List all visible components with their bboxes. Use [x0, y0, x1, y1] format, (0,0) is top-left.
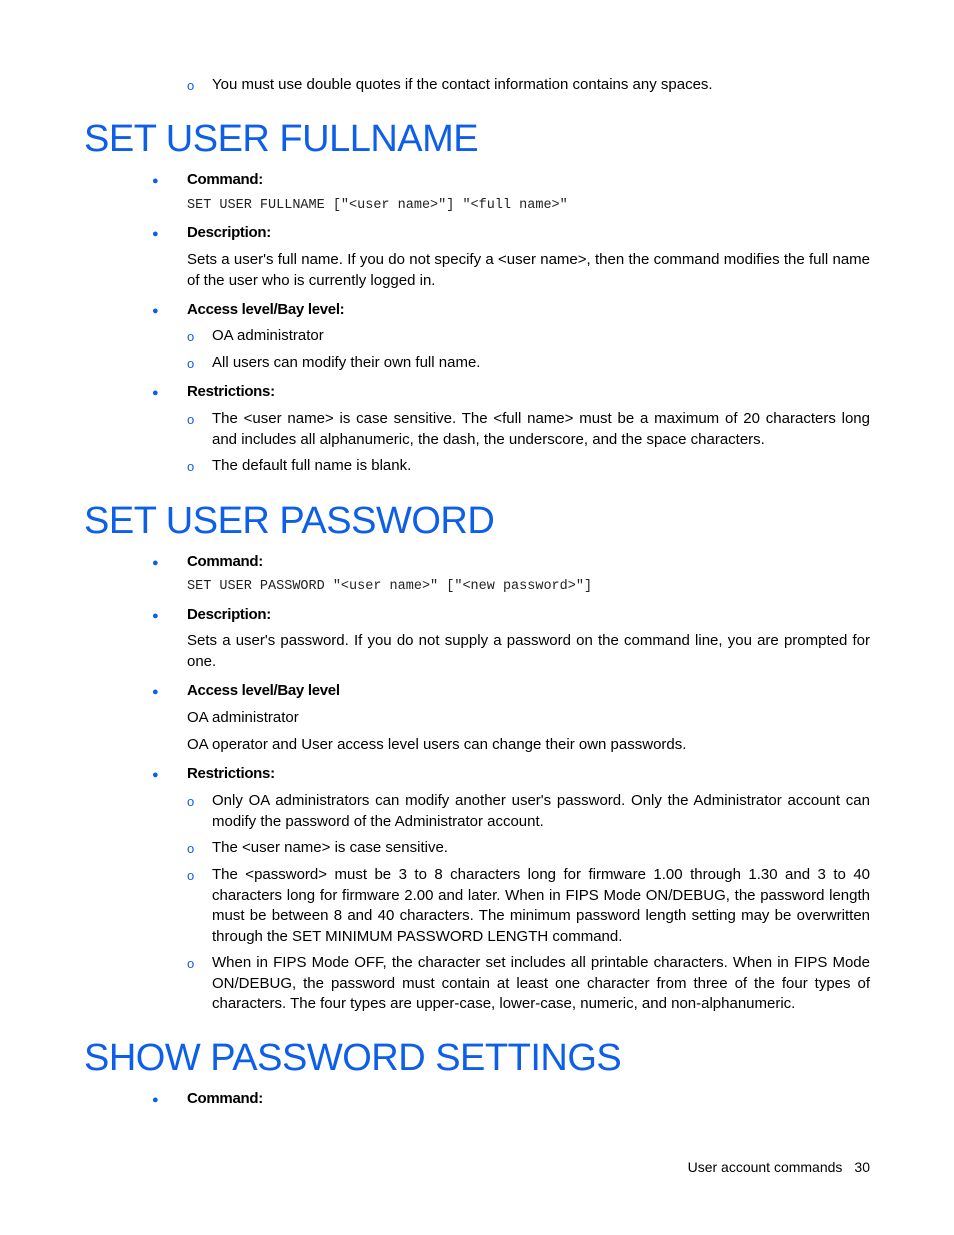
command-label: Command:	[187, 553, 263, 570]
bullet-icon: ●	[152, 610, 159, 622]
bullet-icon: ●	[152, 175, 159, 187]
sub-bullet-icon: o	[187, 841, 195, 856]
access-label: Access level/Bay level:	[187, 301, 345, 318]
bullet-icon: ●	[152, 686, 159, 698]
sub-bullet-icon: o	[187, 412, 195, 427]
access-paragraph: OA operator and User access level users can change their own passwords.	[187, 736, 687, 753]
sub-bullet-icon: o	[187, 78, 195, 93]
restriction-item: When in FIPS Mode OFF, the character set includes all printable characters. When in FIPS Mode ON/DEBUG, the password must contain at least one character from three of the four types of characters. The four types are upper-case, lower-case, numeric, and non-alphanumeric.	[212, 954, 870, 1012]
access-item: OA administrator	[212, 327, 324, 344]
bullet-icon: ●	[152, 1094, 159, 1106]
sub-bullet-icon: o	[187, 794, 195, 809]
restriction-item: The <user name> is case sensitive. The <full name> must be a maximum of 20 characters long and includes all alphanumeric, the dash, the underscore, and the space characters.	[212, 410, 870, 448]
description-label: Description:	[187, 606, 271, 623]
sub-bullet-icon: o	[187, 868, 195, 883]
command-syntax: SET USER FULLNAME ["<user name>"] "<full name>"	[187, 198, 568, 213]
sub-bullet-icon: o	[187, 356, 195, 371]
restriction-item: The <user name> is case sensitive.	[212, 839, 448, 856]
access-label: Access level/Bay level	[187, 682, 340, 699]
restrictions-label: Restrictions:	[187, 765, 275, 782]
restriction-item: Only OA administrators can modify another user's password. Only the Administrator account can modify the password of the Administrator account.	[212, 792, 870, 830]
heading-set-user-fullname: SET USER FULLNAME	[84, 118, 479, 160]
sub-bullet-icon: o	[187, 956, 195, 971]
intro-text: You must use double quotes if the contact information contains any spaces.	[212, 76, 713, 93]
description-text: Sets a user's password. If you do not supply a password on the command line, you are prompted for one.	[187, 632, 870, 670]
description-text: Sets a user's full name. If you do not specify a <user name>, then the command modifies the full name of the user who is currently logged in.	[187, 251, 870, 289]
footer-section-name: User account commands	[687, 1159, 843, 1175]
sub-bullet-icon: o	[187, 459, 195, 474]
bullet-icon: ●	[152, 228, 159, 240]
command-syntax: SET USER PASSWORD "<user name>" ["<new password>"]	[187, 579, 593, 594]
page-number: 30	[854, 1159, 870, 1175]
access-item: All users can modify their own full name.	[212, 354, 481, 371]
bullet-icon: ●	[152, 769, 159, 781]
restriction-item: The default full name is blank.	[212, 457, 412, 474]
bullet-icon: ●	[152, 557, 159, 569]
command-label: Command:	[187, 171, 263, 188]
description-label: Description:	[187, 224, 271, 241]
command-label: Command:	[187, 1090, 263, 1107]
sub-bullet-icon: o	[187, 329, 195, 344]
bullet-icon: ●	[152, 305, 159, 317]
page-footer	[688, 1158, 870, 1176]
restrictions-label: Restrictions:	[187, 383, 275, 400]
heading-set-user-password: SET USER PASSWORD	[84, 500, 495, 542]
heading-show-password-settings: SHOW PASSWORD SETTINGS	[84, 1037, 622, 1079]
bullet-icon: ●	[152, 387, 159, 399]
access-paragraph: OA administrator	[187, 709, 299, 726]
restriction-item: The <password> must be 3 to 8 characters long for firmware 1.00 through 1.30 and 3 to 40 characters long for firmware 2.00 and later. When in FIPS Mode ON/DEBUG, the password length must be between 8 and 40 characters. The minimum password length setting may be overwritten through the SET MINIMUM PASSWORD LENGTH command.	[212, 866, 870, 945]
